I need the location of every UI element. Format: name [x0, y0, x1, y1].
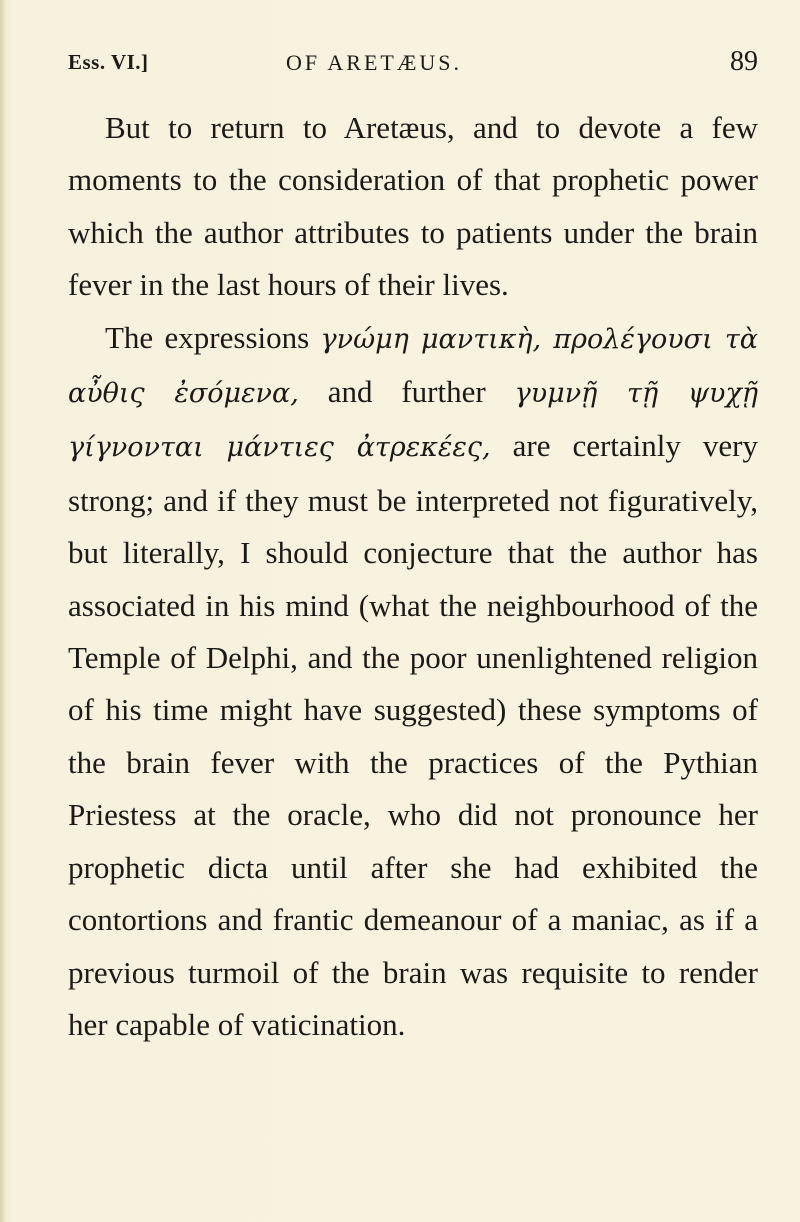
- greek-quotation-1: γνώμη μαντικὴ, προλέγουσι τὰ αὖθις ἐσόμενα,: [68, 323, 758, 410]
- paragraph-2-text-intro: The expressions: [105, 319, 321, 355]
- gutter-shadow: [0, 0, 6, 1222]
- body-text: [68, 102, 758, 1051]
- running-title: OF ARETÆUS.: [286, 50, 463, 75]
- paragraph-2-text-body: are certainly very strong; and if they must be interpreted not figuratively, but literally, I should conjecture that the author has associated in his mind (what the neighbourhood of the Temple of Delphi, and the poor unenlightened religion of his time might have suggested) these symptoms of the brain fever with the practices of the Pythian Priestess at the oracle, who did not pronounce her prophetic dicta until after she had exhibited the contortions and frantic demeanour of a maniac, as if a previous turmoil of the brain was requisite to render her capable of vaticination.: [68, 428, 758, 1042]
- greek-quotation-2: γυμνῇ τῇ ψυχῇ γίγνονται μάντιες ἀτρεκέες,: [68, 378, 759, 464]
- paragraph-1: [68, 102, 758, 312]
- paragraph-2-text-connector: and further: [298, 374, 515, 410]
- paragraph-2: [68, 312, 758, 1052]
- paragraph-1-text: But to return to Aretæus, and to devote a few moments to the consideration of that prophetic power which the author attributes to patients under the brain fever in the last hours of their lives.: [68, 110, 758, 303]
- essay-label: Ess. VI.]: [68, 50, 149, 74]
- running-header: [68, 46, 758, 90]
- page-number: 89: [730, 46, 758, 77]
